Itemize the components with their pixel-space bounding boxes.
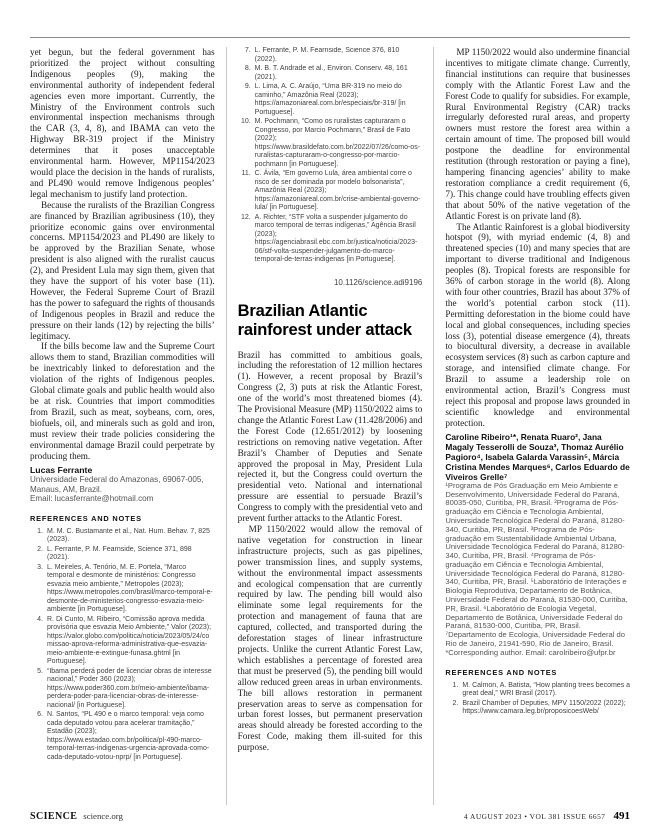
body-paragraph: yet begun, but the federal government has prioritized the project without consulting Indigenous peoples (9), making the environmental authority of independent federal agencies even more important. Currently, the Ministry of the Environment controls such environmental inspection mechanisms through the CAR (3, 4, 8), and IBAMA can veto the Highway BR-319 project if the Ministry determines that it poses unacceptable environmental harm. However, MP1154/2023 would place the decision in the hands of ruralists, and PL490 would remove Indigenous peoples’ legal mechanism to justify land protection. xyxy=(30,47,215,199)
reference-text: M. B. T. Andrade et al., Environ. Conserv. 48, 161 (2021). xyxy=(254,65,408,81)
references-header: REFERENCES AND NOTES xyxy=(30,513,142,523)
footer-left xyxy=(30,806,123,824)
reference-text: L. Ferrante, P. M. Fearnside, Science 376, 810 (2022). xyxy=(254,47,400,63)
column-right xyxy=(433,47,630,805)
reference-text: N. Santos, “PL 490 e o marco temporal: veja como cada deputado votou para acelerar tramitação,” Estadão (2023); https://www.estadao.com.br/politica/pl-490-marco-temporal-terras-indigenas-urgencia-aprovada-como-cada-deputado-votou-nprp/ [in Portuguese]. xyxy=(47,711,210,761)
reference-item xyxy=(445,682,630,699)
reference-item xyxy=(445,700,630,717)
reference-item xyxy=(238,214,423,265)
letter2-body-middle xyxy=(238,350,423,754)
reference-item xyxy=(238,83,423,117)
reference-number: 6. xyxy=(37,711,43,719)
letter2-body-right xyxy=(445,47,630,429)
reference-item xyxy=(238,65,423,82)
reference-item xyxy=(238,47,423,64)
reference-item xyxy=(30,711,215,762)
reference-item xyxy=(30,616,215,667)
reference-text: M. M. C. Bustamante et al., Nat. Hum. Behav. 7, 825 (2023). xyxy=(47,527,210,544)
reference-item xyxy=(30,668,215,711)
references-list xyxy=(30,528,215,763)
reference-text: L. Lima, A. C. Araújo, “Uma BR-319 no meio do caminho,” Amazônia Real (2023); https://amazoniareal.com.br/especiais/br-319/ [in Portuguese]. xyxy=(254,83,406,116)
authors-list: Caroline Ribeiro¹*, Renata Ruaro², Jana Magaly Tesserolli de Souza³, Thomaz Aurélio Pagioro⁴, Isabela Galarda Varassin⁵, Márcia Cristina Mendes Marques⁶, Carlos Eduardo de Viveiros Grelle⁷ xyxy=(445,431,630,482)
body-paragraph: Brazil has committed to ambitious goals, including the reforestation of 12 million hectares (1). However, a recent proposal by Brazil’s Congress (2, 3) puts at risk the Atlantic Forest, one of the world’s most threatened biomes (4). The Provisional Measure (MP) 1150/2022 aims to change the Atlantic Forest Law (11.428/2006) and the Forest Code (12.651/2012) by loosening restrictions on removing native vegetation. After Brazil’s Chamber of Deputies and Senate approved the proposal in May, President Lula rejected it, but the Congress could overturn the presidential veto. National and international pressure are essential to persuade Brazil’s Congress to comply with the presidential veto and prevent further attacks to the Atlantic Forest. xyxy=(237,349,423,524)
article-doi: 10.1126/science.adi9196 xyxy=(333,277,423,287)
authors-affiliations: ¹Programa de Pós Graduação em Meio Ambiente e Desenvolvimento, Universidade Federal do Paraná, 80035-050, Curitiba, PR, Brasil. ²Programa de Pós-graduação em Ciência e Tecnologia Ambiental, Universidade Tecnológica Federal do Paraná, 81280-340, Curitiba, PR, Brasil. ³Programa de Pós-graduação em Sustentabilidade Ambiental Urbana, Universidade Tecnológica Federal do Paraná, 81280-340, Curitiba, PR, Brasil. ⁴Programa de Pós-graduação em Ciência e Tecnologia Ambiental, Universidade Tecnológica Federal do Paraná, 81280-340, Curitiba, PR, Brasil. ⁵Laboratório de Interações e Biologia Reprodutiva, Departamento de Botânica, Universidade Federal do Paraná, 81530-000, Curitiba, PR, Brasil. ⁶Laboratório de Ecologia Vegetal, Departamento de Botânica, Universidade Federal do Paraná, 81530-000, Curitiba, PR, Brasil. ⁷Departamento de Ecologia, Universidade Federal do Rio de Janeiro, 21941-590, Rio de Janeiro, Brasil. xyxy=(445,480,628,649)
reference-number: 7. xyxy=(244,47,251,54)
reference-number: 5. xyxy=(37,667,43,675)
article-title: Brazilian Atlantic rainforest under attack xyxy=(237,301,412,339)
reference-text: Brazil Chamber of Deputies, MPV 1150/2022 (2022); https://www.camara.leg.br/proposicoesWeb/ xyxy=(462,699,626,716)
reference-text: M. Pochmann, “Como os ruralistas capturaram o Congresso, por Marcio Pochmann,” Brasil de Fato (2022); https://www.brasildefato.com.br/2022/07/26/como-os-ruralistas-capturaram-o-congresso-por-marcio-pochmann [in Portuguese]. xyxy=(254,118,421,168)
reference-number: 4. xyxy=(37,615,43,623)
reference-item xyxy=(30,564,215,615)
reference-item xyxy=(238,170,423,213)
reference-text: C. Ávila, “Em governo Lula, área ambiental corre o risco de ser dominada por modelo bolsonarista”, Amazônia Real (2023); https://amazoniareal.com.br/crise-ambiental-governo-lula/ [in Portuguese]. xyxy=(254,170,421,211)
column-left xyxy=(30,47,215,805)
reference-text: R. Di Cunto, M. Ribeiro, “Comissão aprova medida provisória que esvazia Meio Ambiente,” Valor (2023); https://valor.globo.com/politica/noticia/2023/05/24/comissao-aprova-reforma-administrativa-que-esvazia-meio-ambiente-e-extingue-funasa.ghtml [in Portuguese]. xyxy=(47,615,212,666)
reference-number: 2. xyxy=(37,545,43,553)
reference-text: L. Meireles, A. Tenório, M. E. Portela, “Marco temporal e desmonte de ministérios: Congresso esvazia meio ambiente,” Metropoles (2023); https://www.metropoles.com/brasil/marco-temporal-e-desmonte-de-ministerios-congresso-esvazia-meio-ambiente [in Portuguese]. xyxy=(47,563,213,614)
author-affiliation: Universidade Federal do Amazonas, 69067-005, Manaus, AM, Brazil. xyxy=(30,475,204,494)
body-paragraph: MP 1150/2022 would also undermine financial incentives to mitigate climate change. Currently, financial institutions can require that businesses comply with the Atlantic Forest Law and the Forest Code to qualify for subsidies. For example, Rural Environmental Registry (CAR) tracks irregularly deforested rural areas, and property owners must restore the forest area within a certain amount of time. The proposed bill would postpone the deadline for environmental restitution (through restoration or paying a fine), hampering financing agencies’ ability to make restoration compliance a credit requirement (6, 7). This change could have troubling effects given that about 50% of the native vegetation of the Atlantic Forest is on private land (8). xyxy=(445,47,630,221)
reference-number: 1. xyxy=(37,527,43,535)
body-paragraph: Because the ruralists of the Brazilian Congress are financed by Brazilian agribusiness (10), they prioritize economic gains over environmental concerns. MP1154/2023 and PL490 are likely to be approved by the Brazilian Senate, whose president is also aligned with the ruralist caucus (2), and President Lula may sign them, given that they have the support of his voter base (11). However, the Federal Supreme Court of Brazil has the power to safeguard the rights of thousands of Indigenous peoples in Brazil and reduce the pressure on their lands (12) by rejecting the bills’ legitimacy. xyxy=(30,199,215,341)
corresponding-author: *Corresponding author. Email: carolribeiro@ufpr.br xyxy=(445,647,616,657)
body-paragraph: The Atlantic Rainforest is a global biodiversity hotspot (9), with myriad endemic (4, 8) and threatened species (10) and many species that are important to diverse traditional and Indigenous peoples (8). Tropical forests are responsible for 36% of carbon storage in the world (8). Along with four other countries, Brazil has about 37% of the world’s potential carbon stock (11). Permitting deforestation in the biome could have local and global consequences, including species loss (3), potential disease emergence (4), threats to biocultural diversity, a decrease in available ecosystem services (8) such as carbon capture and storage, and intensified climate change. For Brazil to assume a leadership role on environmental action, Brazil’s Congress must reject this proposal and propose laws grounded in scientific knowledge and environmental protection. xyxy=(445,221,630,428)
reference-number: 8. xyxy=(244,65,251,72)
journal-brand: SCIENCE xyxy=(30,811,78,822)
reference-text: “Ibama perderá poder de licenciar obras de interesse nacional,” Poder 360 (2023); https://www.poder360.com.br/meio-ambiente/ibama-perdera-poder-para-licenciar-obras-de-interesse-nacional/ [in Portuguese]. xyxy=(47,667,212,709)
reference-text: M. Calmon, A. Batista, “How planting trees becomes a great deal,” WRI Brasil (2017). xyxy=(462,681,630,698)
reference-text: L. Ferrante, P. M. Fearnside, Science 371, 898 (2021). xyxy=(47,545,192,562)
reference-number: 1. xyxy=(452,681,459,689)
letter1-body xyxy=(30,47,215,461)
author-signature: Lucas Ferrante xyxy=(30,465,93,476)
reference-number: 2. xyxy=(452,699,459,707)
footer-right xyxy=(464,806,630,824)
references-list-continued xyxy=(238,47,423,265)
reference-number: 3. xyxy=(37,563,43,571)
journal-url: science.org xyxy=(83,811,123,821)
content-columns xyxy=(30,47,630,805)
column-middle xyxy=(226,47,423,805)
page-number: 491 xyxy=(613,810,630,822)
references-header: REFERENCES AND NOTES xyxy=(445,667,558,677)
references-list xyxy=(445,682,630,717)
reference-item xyxy=(30,528,215,545)
reference-item xyxy=(30,546,215,563)
reference-number: 11. xyxy=(241,170,251,177)
reference-number: 9. xyxy=(244,83,251,90)
reference-text: A. Richter, “STF volta a suspender julgamento do marco temporal de terras indígenas,” Agência Brasil (2023); https://agenciabrasil.ebc.com.br/justica/noticia/2023-06/stf-volta-suspender-julgamento-do-marco-temporal-de-terras-indigenas [in Portuguese]. xyxy=(254,213,418,263)
reference-number: 10. xyxy=(240,118,251,125)
body-paragraph: If the bills become law and the Supreme Court allows them to stand, Brazilian commodities will be inextricably linked to deforestation and the violation of the rights of Indigenous peoples. Global climate goals and public health would also be at risk. Countries that import commodities from Brazil, such as meat, soybeans, corn, ores, biofuels, oil, and minerals such as gold and iron, must review their trade policies considering the environmental damage Brazil could perpetrate by producing them. xyxy=(30,341,215,461)
reference-number: 12. xyxy=(240,213,251,221)
page-footer xyxy=(30,806,630,824)
top-rule xyxy=(30,37,630,38)
issue-info: 4 AUGUST 2023 • VOL 381 ISSUE 6657 xyxy=(463,812,606,821)
author-email: Email: lucasferrante@hotmail.com xyxy=(30,494,154,504)
body-paragraph: MP 1150/2022 would allow the removal of native vegetation for construction in linear infrastructure projects, such as gas pipelines, power transmission lines, and supply systems, without the environmental impact assessments and ecological compensation that are currently required by law. The pending bill would also eliminate some legal requirements for the protection and management of fauna that are captured, collected, and transported during the deforestation stages of linear infrastructure projects. Unlike the current Atlantic Forest Law, which establishes a percentage of forested area that must be preserved (5), the pending bill would allow reduced green areas in urban environments. The bill allows restoration in permanent preservation areas to serve as compensation for urban forest losses, but permanent preservation areas should already be forested according to the Forest Code, making them ill-suited for this purpose. xyxy=(237,524,423,753)
reference-item xyxy=(238,118,423,169)
